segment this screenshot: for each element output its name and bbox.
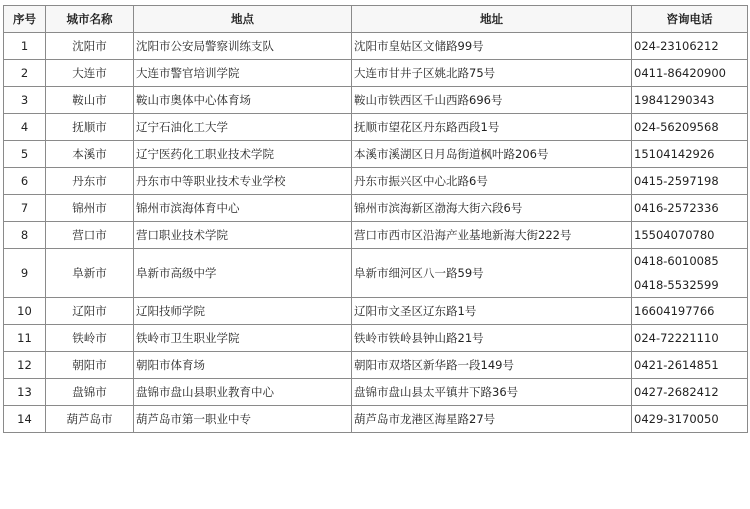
cell-place: 鞍山市奥体中心体育场	[134, 87, 352, 114]
table-body	[4, 33, 748, 433]
cell-place: 沈阳市公安局警察训练支队	[134, 33, 352, 60]
table-row	[4, 195, 748, 222]
header-address: 地址	[352, 6, 632, 33]
cell-address: 鞍山市铁西区千山西路696号	[352, 87, 632, 114]
cell-phone	[632, 406, 748, 433]
cell-place: 葫芦岛市第一职业中专	[134, 406, 352, 433]
cell-phone	[632, 352, 748, 379]
consult-table	[3, 5, 748, 433]
cell-index: 1	[4, 33, 46, 60]
cell-city: 阜新市	[46, 249, 134, 298]
cell-city: 营口市	[46, 222, 134, 249]
cell-city: 鞍山市	[46, 87, 134, 114]
cell-index: 9	[4, 249, 46, 298]
header-phone: 咨询电话	[632, 6, 748, 33]
cell-place: 营口职业技术学院	[134, 222, 352, 249]
cell-address: 葫芦岛市龙港区海星路27号	[352, 406, 632, 433]
cell-city: 沈阳市	[46, 33, 134, 60]
cell-index: 2	[4, 60, 46, 87]
cell-place: 丹东市中等职业技术专业学校	[134, 168, 352, 195]
cell-place: 盘锦市盘山县职业教育中心	[134, 379, 352, 406]
cell-city: 丹东市	[46, 168, 134, 195]
phone-number: 15504070780	[634, 228, 715, 242]
cell-place: 辽阳技师学院	[134, 298, 352, 325]
cell-index: 3	[4, 87, 46, 114]
cell-index: 8	[4, 222, 46, 249]
cell-city: 盘锦市	[46, 379, 134, 406]
cell-phone	[632, 33, 748, 60]
table-row	[4, 60, 748, 87]
table-row	[4, 249, 748, 298]
cell-address: 铁岭市铁岭县钟山路21号	[352, 325, 632, 352]
cell-address: 阜新市细河区八一路59号	[352, 249, 632, 298]
cell-city: 本溪市	[46, 141, 134, 168]
cell-city: 辽阳市	[46, 298, 134, 325]
phone-number: 15104142926	[634, 147, 715, 161]
cell-place: 铁岭市卫生职业学院	[134, 325, 352, 352]
cell-index: 10	[4, 298, 46, 325]
cell-phone	[632, 249, 748, 298]
cell-place: 阜新市高级中学	[134, 249, 352, 298]
header-city: 城市名称	[46, 6, 134, 33]
cell-index: 5	[4, 141, 46, 168]
cell-city: 铁岭市	[46, 325, 134, 352]
phone-number: 0416-2572336	[634, 201, 719, 215]
table-row	[4, 141, 748, 168]
cell-phone	[632, 325, 748, 352]
table-row	[4, 298, 748, 325]
cell-address: 盘锦市盘山县太平镇井下路36号	[352, 379, 632, 406]
cell-phone	[632, 195, 748, 222]
cell-index: 11	[4, 325, 46, 352]
cell-phone	[632, 141, 748, 168]
cell-index: 7	[4, 195, 46, 222]
cell-address: 本溪市溪湖区日月岛街道枫叶路206号	[352, 141, 632, 168]
table-row	[4, 325, 748, 352]
cell-place: 锦州市滨海体育中心	[134, 195, 352, 222]
phone-number: 0411-86420900	[634, 66, 726, 80]
cell-phone	[632, 168, 748, 195]
cell-city: 朝阳市	[46, 352, 134, 379]
cell-index: 14	[4, 406, 46, 433]
cell-index: 4	[4, 114, 46, 141]
cell-city: 锦州市	[46, 195, 134, 222]
header-row	[4, 6, 748, 33]
cell-city: 大连市	[46, 60, 134, 87]
table-row	[4, 33, 748, 60]
cell-phone	[632, 298, 748, 325]
header-place: 地点	[134, 6, 352, 33]
cell-address: 朝阳市双塔区新华路一段149号	[352, 352, 632, 379]
table-row	[4, 379, 748, 406]
cell-address: 沈阳市皇姑区文储路99号	[352, 33, 632, 60]
phone-number: 0415-2597198	[634, 174, 719, 188]
cell-phone	[632, 379, 748, 406]
cell-address: 丹东市振兴区中心北路6号	[352, 168, 632, 195]
cell-address: 抚顺市望花区丹东路西段1号	[352, 114, 632, 141]
cell-phone	[632, 222, 748, 249]
header-index: 序号	[4, 6, 46, 33]
phone-number: 0427-2682412	[634, 385, 719, 399]
cell-address: 大连市甘井子区姚北路75号	[352, 60, 632, 87]
cell-place: 辽宁医药化工职业技术学院	[134, 141, 352, 168]
phone-number: 0429-3170050	[634, 412, 719, 426]
cell-phone	[632, 114, 748, 141]
table-row	[4, 114, 748, 141]
cell-index: 6	[4, 168, 46, 195]
phone-number: 0418-6010085	[634, 254, 719, 268]
table-row	[4, 168, 748, 195]
table-row	[4, 87, 748, 114]
phone-number: 024-23106212	[634, 39, 719, 53]
table-row	[4, 352, 748, 379]
phone-number: 0418-5532599	[634, 278, 719, 292]
phone-number: 024-72221110	[634, 331, 719, 345]
phone-number: 0421-2614851	[634, 358, 719, 372]
cell-place: 大连市警官培训学院	[134, 60, 352, 87]
cell-place: 辽宁石油化工大学	[134, 114, 352, 141]
phone-number: 19841290343	[634, 93, 715, 107]
phone-number: 16604197766	[634, 304, 715, 318]
cell-address: 锦州市滨海新区渤海大街六段6号	[352, 195, 632, 222]
table-row	[4, 406, 748, 433]
cell-phone	[632, 60, 748, 87]
cell-address: 营口市西市区沿海产业基地新海大街222号	[352, 222, 632, 249]
cell-city: 葫芦岛市	[46, 406, 134, 433]
cell-city: 抚顺市	[46, 114, 134, 141]
table-row	[4, 222, 748, 249]
cell-place: 朝阳市体育场	[134, 352, 352, 379]
cell-address: 辽阳市文圣区辽东路1号	[352, 298, 632, 325]
cell-index: 13	[4, 379, 46, 406]
cell-phone	[632, 87, 748, 114]
cell-index: 12	[4, 352, 46, 379]
phone-number: 024-56209568	[634, 120, 719, 134]
